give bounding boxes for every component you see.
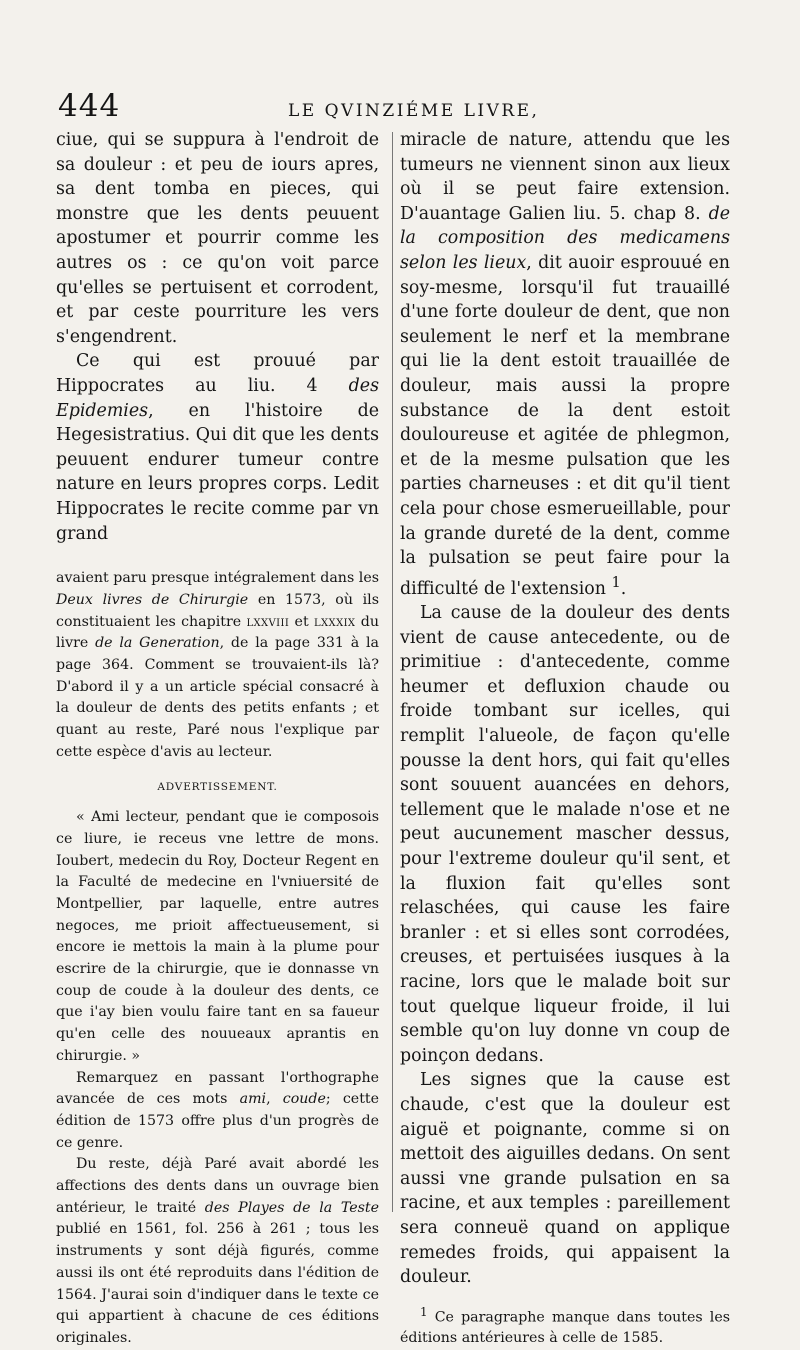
italic-title: des Playes de la Teste [204, 1199, 379, 1216]
notes-heading: ADVERTISSEMENT. [157, 781, 278, 794]
editor-notes [56, 568, 379, 1350]
text-run: en 1573, où ils constituaient les chapitre [56, 591, 379, 630]
roman-numeral: lxxxix [313, 613, 356, 630]
right-paragraph-2: La cause de la douleur des dents vient de cause antecedente, ou de primitiue : d'antecedente, comme heumer et defluxion chaude ou froide tombant sur icelles, qui remplit l'alueole, de façon qu'elle pousse la dent hors, qui fait qu'elles sont souuent auancées en dehors, tellement que le malade n'ose et ne peut aucunement mascher dessus, pour l'extreme douleur qu'il sent, et la fluxion fait qu'elles sont relaschées, qui cause les faire branler : et si elles sont corrodées, creuses, et pertuisées iusques à la racine, lors que le malade boit sur tout quelque liqueur froide, il lui semble qu'on luy donne vn coup de poinçon dedans. [400, 603, 730, 1066]
text-run: . [620, 578, 627, 599]
text-run: publié en 1561, fol. 256 à 261 ; tous les instruments y sont déjà figurés, comme aussi ils ont été reproduits dans l'édition de 1564. J'aurai soin d'indiquer dans le texte ce qui appartient à chacune de ces éditions originales. [56, 1221, 379, 1346]
italic-word: ami [239, 1091, 267, 1108]
text-run: Ce qui est prouué par Hippocrates au liu. 4 [56, 351, 379, 396]
italic-word: coude [282, 1091, 326, 1108]
right-paragraph-3: Les signes que la cause est chaude, c'est que la douleur est aiguë et poignante, comme si on mettoit des aiguilles dedans. On sent aussi vne grande pulsation en sa racine, et aux temples : pareillement sera conneuë quand on applique remedes froids, qui appaisent la douleur. [400, 1070, 730, 1288]
running-title: LE QVINZIÉME LIVRE, [288, 101, 540, 121]
text-run: Remarquez en passant l'orthographe avancée de ces mots [56, 1069, 379, 1108]
italic-title: Deux livres de Chirurgie [56, 591, 249, 608]
text-run: Du reste, déjà Paré avait abordé les affections des dents dans un ouvrage bien antérieur, le traité [56, 1156, 379, 1216]
italic-title: des Epidemies [56, 375, 379, 421]
text-run: ; cette édition de 1573 offre plus d'un progrès de ce genre. [56, 1091, 379, 1151]
note-paragraph-2: « Ami lecteur, pendant que ie composois ce liure, ie receus vne lettre de mons. Ioubert, medecin du Roy, Docteur Regent en la Faculté de medecine en l'vniuersité de Montpellier, par laquelle, entre autres negoces, me prioit affectueusement, si encore ie mettois la main à la plume pour escrire de la chirurgie, que ie donnasse vn coup de coude à la douleur des dents, ce que i'ay bien voulu faire tant en sa faueur qu'en celle des nouueaux aprantis en chirurgie. » [56, 809, 379, 1064]
italic-title: de la composition des medicamens selon les lieux [400, 203, 730, 273]
page-header [58, 88, 758, 128]
roman-numeral: lxxviii [246, 613, 290, 630]
footnote-reference: 1 [611, 574, 621, 591]
note-paragraph-1 [56, 568, 379, 763]
text-run: , en l'histoire de Hegesistratius. Qui dit que les dents peuuent endurer tumeur contre nature en leurs propres corps. Ledit Hippocrates le recite comme par vn grand [56, 400, 379, 544]
footnote-mark: 1 [420, 1304, 428, 1319]
column-divider [392, 132, 393, 1212]
text-run: , [266, 1091, 283, 1108]
text-run: et [289, 613, 314, 630]
left-paragraph-1: ciue, qui se suppura à l'endroit de sa douleur : et peu de iours apres, sa dent tomba en pieces, qui monstre que les dents peuuent apostumer et pourrir comme les autres os : ce qu'on voit parce qu'elles se pertuisent et corrodent, et par ceste pourriture les vers s'engendrent. [56, 130, 379, 347]
left-paragraph-2 [56, 349, 379, 546]
note-paragraph-4 [56, 1154, 379, 1349]
right-column [400, 128, 730, 1349]
text-run: , de la page 331 à la page 364. Comment se trouvaient-ils là? D'abord il y a un article spécial consacré à la douleur de dents des petits enfants ; et quant au reste, Paré nous l'explique par cette espèce d'avis au lecteur. [56, 635, 379, 760]
footnote [400, 1302, 730, 1350]
page-number: 444 [58, 88, 121, 124]
note-paragraph-3 [56, 1068, 379, 1155]
text-run: avaient paru presque intégralement dans les [56, 570, 379, 587]
footnote-text: Ce paragraphe manque dans toutes les éditions antérieures à celle de 1585. [400, 1309, 730, 1347]
right-paragraph-1 [400, 128, 730, 601]
text-run: , dit auoir esprouué en soy-mesme, lorsqu'il fut trauaillé d'une forte douleur de dent, que non seulement le nerf et la membrane qui lie la dent estoit trauaillée de douleur, mais aussi la propre substance de la dent estoit douloureuse et agitée de phlegmon, et de la mesme pulsation que les parties charneuses : et dit qu'il tient cela pour chose esmerueillable, pour la grande dureté de la dent, comme la pulsation se peut faire pour la difficulté de l'extension [400, 252, 730, 599]
text-run: du livre [56, 613, 379, 652]
italic-title: de la Generation [95, 635, 220, 652]
text-run: miracle de nature, attendu que les tumeurs ne viennent sinon aux lieux où il se peut faire extension. D'auantage Galien liu. 5. chap 8. [400, 130, 730, 224]
left-column [56, 128, 379, 1350]
